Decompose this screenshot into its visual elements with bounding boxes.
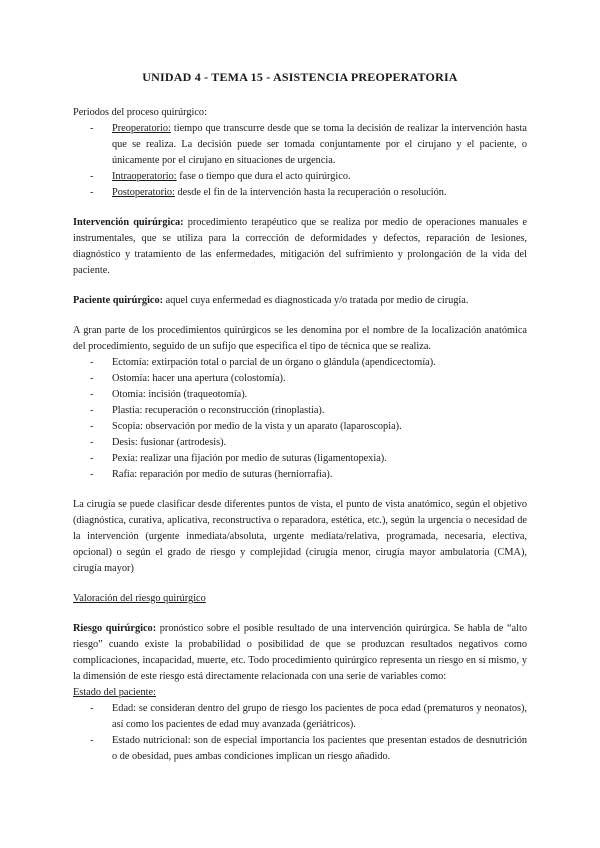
patient-paragraph (73, 293, 527, 309)
patient-state-list (73, 701, 527, 765)
definition-text: procedimiento terapéutico que se realiza por medio de operaciones manuales e instrumentales, que se utiliza para la corrección de deformidades y defectos, reparación de lesiones, diagnóstico y tratamiento de las enfermedades, mitigación del sufrimiento y prolongación de la vida del paciente. (73, 217, 528, 276)
term-preoperatorio: Preoperatorio: (112, 123, 171, 134)
periods-intro: Periodos del proceso quirúrgico: (73, 107, 207, 118)
definition-text: fase o tiempo que dura el acto quirúrgico. (176, 171, 351, 182)
term-intervencion: Intervención quirúrgica: (73, 217, 184, 228)
list-item (73, 185, 527, 201)
document-page (73, 70, 527, 765)
list-item (73, 121, 527, 169)
term-riesgo: Riesgo quirúrgico: (73, 623, 157, 634)
list-item: - Scopia: observación por medio de la vista y un aparato (laparoscopia). (73, 419, 527, 435)
term-intraoperatorio: Intraoperatorio: (112, 171, 177, 182)
definition-text: tiempo que transcurre desde que se toma la decisión de realizar la intervención hasta que se realiza. La decisión puede ser tomada conjuntamente por el cirujano y el paciente, o únicamente por el cirujano en situaciones de urgencia. (112, 123, 527, 166)
list-item: - Ectomía: extirpación total o parcial de un órgano o glándula (apendicectomía). (73, 355, 527, 371)
list-item: - Rafia: reparación por medio de suturas (herniorrafia). (73, 467, 527, 483)
term-paciente: Paciente quirúrgico: (73, 295, 164, 306)
list-item: - Edad: se consideran dentro del grupo de riesgo los pacientes de poca edad (prematuros y neonatos), así como los pacientes de edad muy avanzada (geriátricos). (73, 701, 527, 733)
definition-text: pronóstico sobre el posible resultado de una intervención quirúrgica. Se habla de “alto riesgo” cuando existe la probabilidad o posibilidad de que se produzcan resultados negativos como complicaciones, incapacidad, muerte, etc. Todo procedimiento quirúrgico representa un riesgo en sí mismo, y la dimensión de este riesgo está directamente relacionada con una serie de variables como: (73, 623, 527, 682)
definition-text: aquel cuya enfermedad es diagnosticada y/o tratada por medio de cirugía. (163, 295, 469, 306)
patient-state-heading: Estado del paciente: (73, 687, 156, 698)
classification-paragraph: La cirugía se puede clasificar desde diferentes puntos de vista, el punto de vista anatómico, según el objetivo (diagnóstica, curativa, aplicativa, reconstructiva o reparadora, estética, etc.), según la urgencia o necesidad de la intervención (urgente inmediata/absoluta, urgente mediata/relativa, programada, necesaria, electiva, opcional) o según el grado de riesgo y complejidad (cirugía menor, cirugía mayor ambulatoria (CMA), cirugía mayor) (73, 499, 527, 574)
list-item: - Plastia: recuperación o reconstrucción (rinoplastia). (73, 403, 527, 419)
intervention-paragraph (73, 215, 527, 279)
list-item: - Ostomía: hacer una apertura (colostomía). (73, 371, 527, 387)
definition-text: desde el fin de la intervención hasta la recuperación o resolución. (174, 187, 447, 198)
risk-paragraph (73, 621, 527, 685)
suffixes-intro: A gran parte de los procedimientos quirúrgicos se les denomina por el nombre de la localización anatómica del procedimiento, seguido de un sufijo que especifica el tipo de técnica que se realiza. (73, 325, 527, 352)
list-item: - Otomía: incisión (traqueotomía). (73, 387, 527, 403)
periods-list (73, 121, 527, 201)
risk-section-heading: Valoración del riesgo quirúrgico (73, 593, 206, 604)
list-item: - Estado nutricional: son de especial importancia los pacientes que presentan estados de desnutrición o de obesidad, pues ambas condiciones implican un riesgo añadido. (73, 733, 527, 765)
list-item (73, 169, 527, 185)
suffixes-list (73, 355, 527, 483)
term-postoperatorio: Postoperatorio: (112, 187, 175, 198)
list-item: - Pexia: realizar una fijación por medio de suturas (ligamentopexia). (73, 451, 527, 467)
page-title: UNIDAD 4 - TEMA 15 - ASISTENCIA PREOPERATORIA (142, 70, 458, 84)
list-item: - Desis: fusionar (artrodesis). (73, 435, 527, 451)
